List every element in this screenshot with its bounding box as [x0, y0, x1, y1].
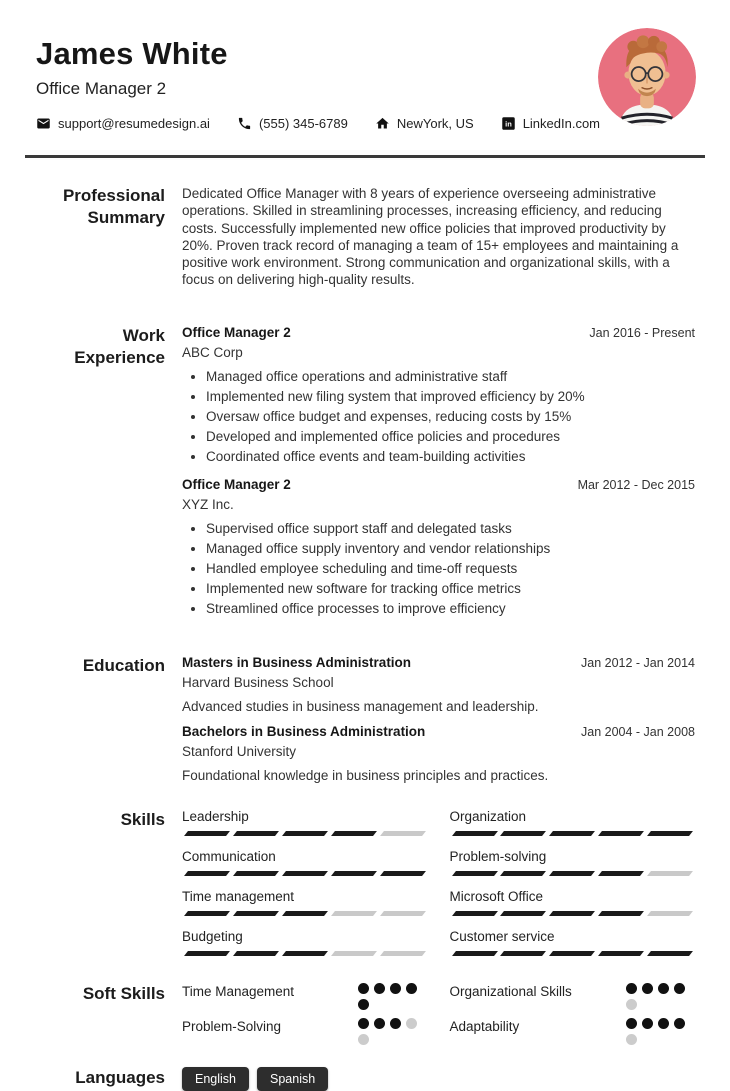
section-heading-soft-skills: Soft Skills [82, 983, 165, 1003]
skill-segment-empty [331, 951, 377, 956]
education-entry [182, 655, 695, 714]
soft-skill-name: Time Management [182, 983, 295, 999]
skill-segment-filled [598, 871, 644, 876]
email-icon [36, 116, 51, 131]
skill-segment-filled [598, 911, 644, 916]
skill-segment-empty [380, 831, 426, 836]
section-work-experience [45, 325, 695, 621]
skill-segment-filled [647, 951, 693, 956]
skill-segment-filled [452, 831, 498, 836]
skill-level-bar [450, 911, 696, 916]
skill-segment-filled [549, 871, 595, 876]
soft-skill-item [450, 983, 696, 1010]
skill-name: Organization [449, 808, 527, 824]
job-company: XYZ Inc. [182, 497, 234, 513]
contact-item[interactable] [501, 116, 600, 131]
skill-item [182, 849, 428, 876]
skill-segment-empty [380, 951, 426, 956]
language-badge: English [182, 1067, 249, 1091]
rating-dot-filled [626, 983, 637, 994]
job-bullet: • Implemented new filing system that improved efficiency by 20% [206, 389, 695, 405]
skill-level-bar [450, 871, 696, 876]
contact-text: (555) 345-6789 [258, 116, 348, 131]
skill-segment-filled [452, 911, 498, 916]
skill-name: Communication [182, 848, 276, 864]
skill-name: Customer service [449, 928, 555, 944]
rating-dot-empty [406, 1018, 417, 1029]
skill-segment-filled [282, 951, 328, 956]
contact-item[interactable] [237, 116, 348, 131]
skill-segment-filled [598, 951, 644, 956]
skill-segment-filled [233, 871, 279, 876]
skill-item [450, 849, 696, 876]
job-bullets [182, 369, 695, 465]
skill-segment-filled [452, 951, 498, 956]
skill-segment-filled [598, 831, 644, 836]
soft-skill-name: Problem-Solving [182, 1018, 282, 1034]
skill-segment-filled [331, 871, 377, 876]
rating-dot-filled [674, 983, 685, 994]
degree-title: Masters in Business Administration [182, 654, 412, 670]
job-company: ABC Corp [182, 344, 243, 360]
education-entry [182, 724, 695, 783]
skill-item [182, 929, 428, 956]
person-name: James White [36, 36, 228, 71]
soft-skill-dots [626, 983, 688, 1010]
skill-name: Leadership [182, 808, 249, 824]
job-bullet: • Developed and implemented office policies and procedures [206, 429, 695, 445]
soft-skill-name: Organizational Skills [449, 983, 572, 999]
job-entry [182, 325, 695, 465]
rating-dot-filled [406, 983, 417, 994]
rating-dot-filled [358, 983, 369, 994]
soft-skill-item [182, 1018, 428, 1045]
skill-name: Problem-solving [449, 848, 547, 864]
job-bullet: • Managed office supply inventory and vendor relationships [206, 541, 695, 557]
degree-school: Stanford University [182, 743, 297, 759]
summary-text: Dedicated Office Manager with 8 years of experience overseeing administrative operations. Skilled in streamlining processes, increasing efficiency, and reducing costs. Successfully implemented new office policies that improved productivity by 20%. Proven track record of managing a team of 15+ employees and maintaining a positive work environment. Strong communication and organizational skills, with a focus on delivering high-quality results. [182, 186, 679, 288]
skill-segment-filled [500, 911, 546, 916]
rating-dot-empty [358, 1034, 369, 1045]
job-bullets [182, 521, 695, 617]
rating-dot-filled [642, 1018, 653, 1029]
rating-dot-filled [658, 983, 669, 994]
skill-segment-filled [452, 871, 498, 876]
job-bullet: • Implemented new software for tracking office metrics [206, 581, 695, 597]
profile-photo [598, 28, 696, 126]
contact-text: support@resumedesign.ai [58, 116, 210, 131]
rating-dot-empty [626, 1034, 637, 1045]
skill-item [182, 809, 428, 836]
degree-date: Jan 2004 - Jan 2008 [581, 724, 695, 739]
resume-body [0, 158, 730, 1091]
skill-segment-empty [380, 911, 426, 916]
job-bullet: • Coordinated office events and team-building activities [206, 449, 695, 465]
job-bullet: • Streamlined office processes to improve efficiency [206, 601, 695, 617]
degree-title: Bachelors in Business Administration [182, 723, 426, 739]
svg-text:in: in [504, 119, 512, 129]
section-heading-summary: Professional Summary [62, 186, 165, 228]
skill-name: Microsoft Office [449, 888, 544, 904]
skill-level-bar [450, 951, 696, 956]
contact-text: NewYork, US [396, 116, 474, 131]
skill-name: Budgeting [182, 928, 243, 944]
skill-level-bar [182, 831, 428, 836]
section-heading-skills: Skills [120, 809, 165, 829]
skill-item [450, 809, 696, 836]
skill-segment-filled [282, 911, 328, 916]
job-title-text: Office Manager 2 [182, 324, 291, 340]
contact-item[interactable] [36, 116, 210, 131]
phone-icon [237, 116, 252, 131]
skill-segment-filled [380, 871, 426, 876]
contact-item[interactable] [375, 116, 474, 131]
skill-segment-filled [549, 951, 595, 956]
skill-level-bar [182, 951, 428, 956]
rating-dot-filled [642, 983, 653, 994]
section-education [45, 655, 695, 783]
job-title-text: Office Manager 2 [182, 477, 291, 493]
avatar-illustration [598, 28, 696, 126]
skill-segment-empty [331, 911, 377, 916]
section-professional-summary [45, 185, 695, 289]
degree-date: Jan 2012 - Jan 2014 [581, 655, 695, 670]
contact-text: LinkedIn.com [522, 116, 601, 131]
skill-segment-filled [500, 871, 546, 876]
skill-segment-filled [647, 831, 693, 836]
language-badges [182, 1067, 695, 1091]
skill-segment-filled [233, 831, 279, 836]
section-languages [45, 1067, 695, 1091]
rating-dot-filled [374, 983, 385, 994]
job-bullet: • Supervised office support staff and delegated tasks [206, 521, 695, 537]
rating-dot-empty [626, 999, 637, 1010]
skill-segment-empty [647, 871, 693, 876]
soft-skill-name: Adaptability [449, 1018, 520, 1034]
education-list [182, 655, 695, 783]
home-icon [375, 116, 390, 131]
skill-segment-filled [500, 831, 546, 836]
soft-skills-grid [182, 983, 695, 1045]
job-date: Mar 2012 - Dec 2015 [577, 478, 695, 493]
skill-name: Time management [182, 888, 295, 904]
section-soft-skills [45, 983, 695, 1045]
rating-dot-filled [674, 1018, 685, 1029]
skill-item [450, 929, 696, 956]
soft-skill-item [182, 983, 428, 1010]
skill-segment-filled [500, 951, 546, 956]
language-badge: Spanish [257, 1067, 328, 1091]
person-job-title: Office Manager 2 [36, 79, 167, 98]
rating-dot-filled [390, 1018, 401, 1029]
section-heading-experience: Work Experience [74, 325, 165, 367]
linkedin-icon [501, 116, 516, 131]
soft-skill-dots [358, 983, 420, 1010]
skill-segment-filled [331, 831, 377, 836]
skill-segment-filled [549, 911, 595, 916]
job-bullet: • Oversaw office budget and expenses, reducing costs by 15% [206, 409, 695, 425]
jobs-list [182, 325, 695, 621]
rating-dot-filled [658, 1018, 669, 1029]
skill-level-bar [450, 831, 696, 836]
job-date: Jan 2016 - Present [589, 325, 695, 340]
soft-skill-dots [358, 1018, 420, 1045]
skill-level-bar [182, 871, 428, 876]
section-skills [45, 809, 695, 956]
skill-item [450, 889, 696, 916]
job-entry [182, 477, 695, 617]
rating-dot-filled [390, 983, 401, 994]
skill-segment-filled [282, 871, 328, 876]
skill-item [182, 889, 428, 916]
contact-row [36, 116, 694, 131]
skills-grid [182, 809, 695, 956]
skill-segment-empty [647, 911, 693, 916]
degree-description: Foundational knowledge in business principles and practices. [182, 767, 549, 783]
job-bullet: • Handled employee scheduling and time-off requests [206, 561, 695, 577]
soft-skill-dots [626, 1018, 688, 1045]
section-heading-education: Education [82, 655, 165, 675]
rating-dot-filled [374, 1018, 385, 1029]
skill-segment-filled [184, 871, 230, 876]
header [0, 0, 730, 131]
soft-skill-item [450, 1018, 696, 1045]
degree-description: Advanced studies in business management and leadership. [182, 698, 539, 714]
rating-dot-filled [358, 999, 369, 1010]
job-bullet: • Managed office operations and administrative staff [206, 369, 695, 385]
skill-segment-filled [184, 831, 230, 836]
skill-segment-filled [184, 951, 230, 956]
section-heading-languages: Languages [75, 1067, 165, 1087]
skill-segment-filled [233, 911, 279, 916]
degree-school: Harvard Business School [182, 674, 334, 690]
rating-dot-filled [358, 1018, 369, 1029]
skill-segment-filled [184, 911, 230, 916]
skill-segment-filled [233, 951, 279, 956]
skill-segment-filled [282, 831, 328, 836]
skill-level-bar [182, 911, 428, 916]
skill-segment-filled [549, 831, 595, 836]
rating-dot-filled [626, 1018, 637, 1029]
